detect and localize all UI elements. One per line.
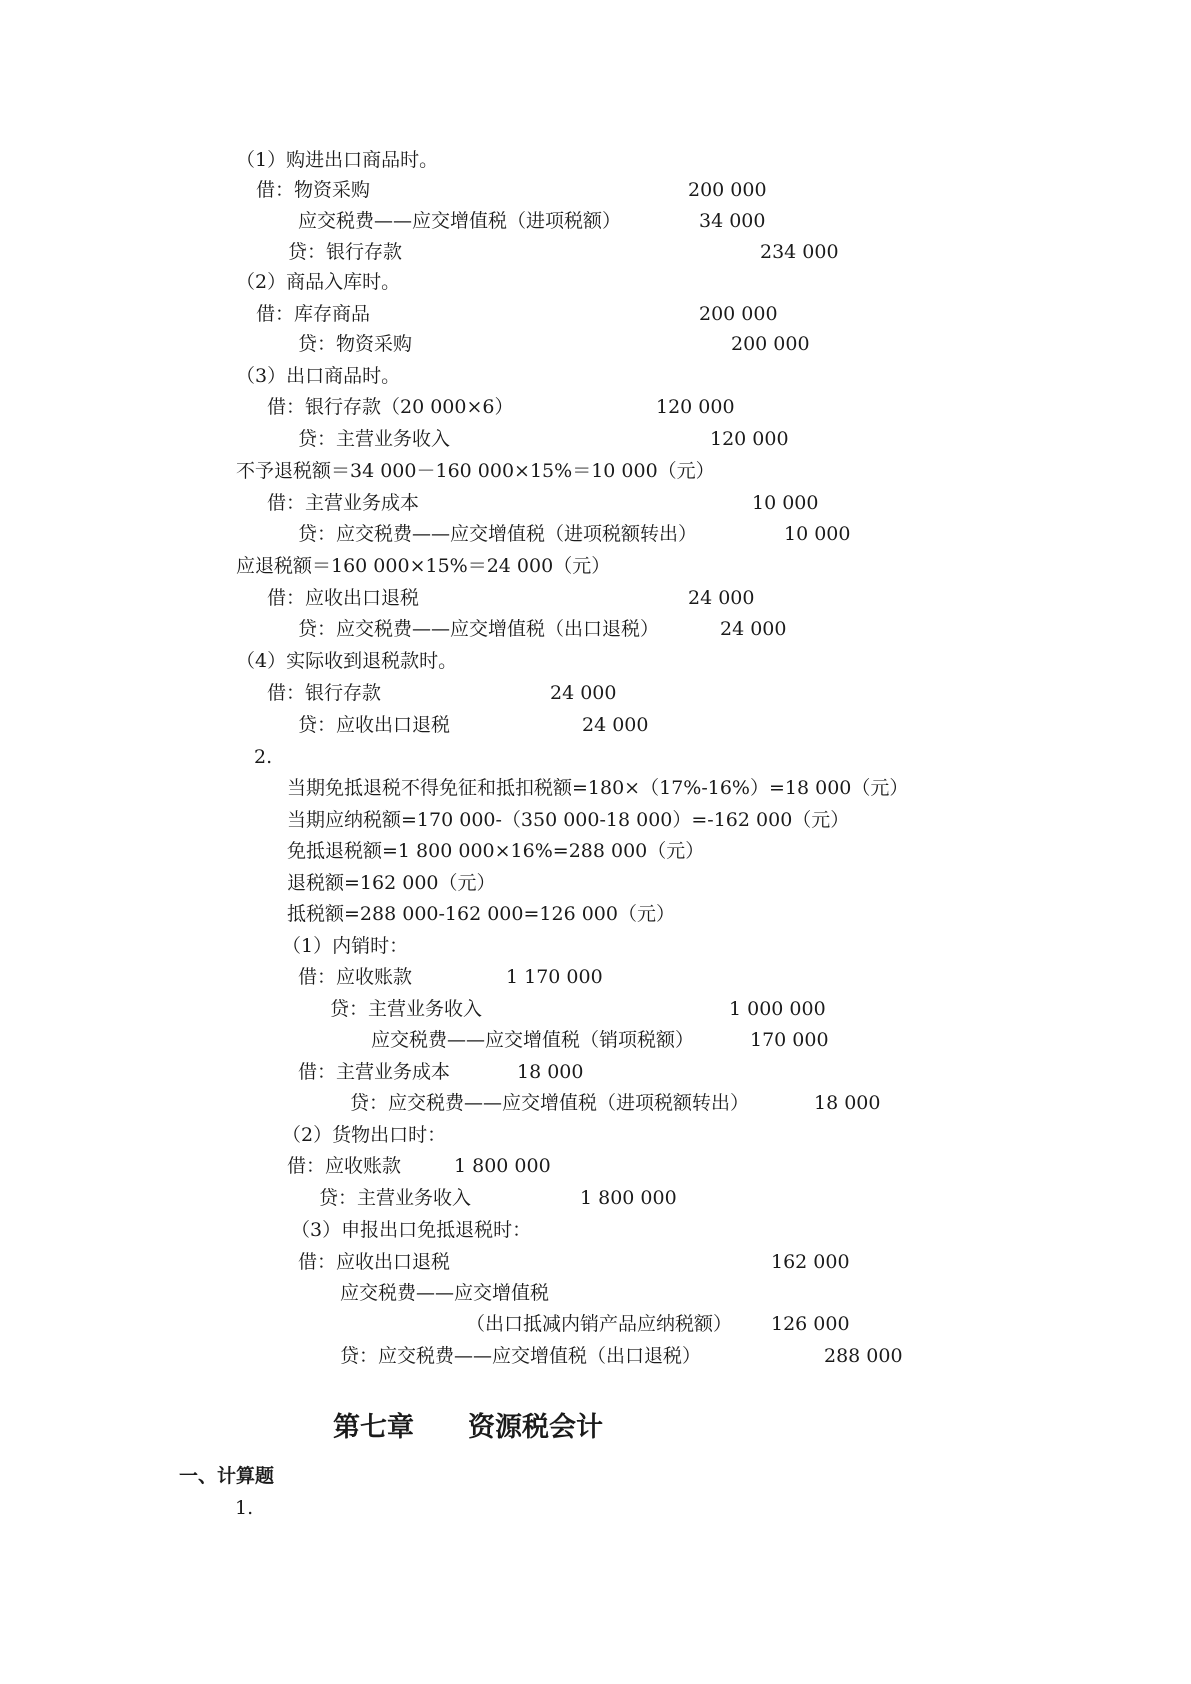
section-item-number: 1.	[235, 1497, 254, 1519]
step3-debit-amount: 120 000	[656, 396, 735, 418]
s1-debit-amount: 1 170 000	[506, 966, 603, 988]
step1-debit2-account: 应交税费——应交增值税（进项税额）	[298, 210, 622, 232]
step3c-debit-account: 借：应收出口退税	[267, 587, 420, 609]
step1-title: （1）购进出口商品时。	[236, 149, 439, 171]
step1-debit-account: 借：物资采购	[256, 179, 371, 201]
calc-offset-amount: 抵税额=288 000-162 000=126 000（元）	[287, 903, 675, 925]
s2-title: （2）货物出口时：	[282, 1124, 447, 1146]
s3-debit1-amount: 162 000	[771, 1251, 850, 1273]
step4-credit-amount: 24 000	[582, 714, 649, 736]
step3b-debit-amount: 10 000	[752, 492, 819, 514]
step3b-debit-account: 借：主营业务成本	[267, 492, 420, 514]
step3c-debit-amount: 24 000	[688, 587, 755, 609]
step4-credit-account: 贷：应收出口退税	[298, 714, 451, 736]
step3b-credit-amount: 10 000	[784, 523, 851, 545]
s2-credit-amount: 1 800 000	[580, 1187, 677, 1209]
s3-credit-amount: 288 000	[824, 1345, 903, 1367]
step2-debit-account: 借：库存商品	[256, 303, 371, 325]
step3c-credit-amount: 24 000	[720, 618, 787, 640]
calc-exempt-offset-refund: 免抵退税额=1 800 000×16%=288 000（元）	[287, 840, 705, 862]
step1-credit-amount: 234 000	[760, 241, 839, 263]
step3-debit-account: 借：银行存款（20 000×6）	[267, 396, 514, 418]
step2-credit-account: 贷：物资采购	[298, 333, 413, 355]
s2-credit-account: 贷：主营业务收入	[319, 1187, 472, 1209]
s1-credit1-account: 贷：主营业务收入	[330, 998, 483, 1020]
step3-credit-account: 贷：主营业务收入	[298, 428, 451, 450]
step1-credit-account: 贷：银行存款	[288, 241, 403, 263]
step4-debit-account: 借：银行存款	[267, 682, 382, 704]
s2-debit-amount: 1 800 000	[454, 1155, 551, 1177]
section-heading: 一、计算题	[179, 1465, 275, 1487]
s1-title: （1）内销时：	[282, 935, 409, 957]
s2-debit-account: 借：应收账款	[287, 1155, 402, 1177]
s3-debit2-account: 应交税费——应交增值税	[340, 1282, 550, 1304]
step3b-credit-account: 贷：应交税费——应交增值税（进项税额转出）	[298, 523, 698, 545]
calc-payable: 当期应纳税额=170 000-（350 000-18 000）=-162 000（元）	[287, 809, 850, 831]
step3-credit-amount: 120 000	[710, 428, 789, 450]
chapter-title: 第七章 资源税会计	[333, 1412, 603, 1443]
item-number-2: 2.	[254, 746, 273, 768]
s3-credit-account: 贷：应交税费——应交增值税（出口退税）	[340, 1345, 702, 1367]
step2-title: （2）商品入库时。	[236, 271, 401, 293]
s3-title: （3）申报出口免抵退税时：	[291, 1219, 532, 1241]
s1-credit1-amount: 1 000 000	[729, 998, 826, 1020]
calc-non-exempt: 当期免抵退税不得免征和抵扣税额=180×（17%-16%）=18 000（元）	[287, 777, 909, 799]
s3-debit2-amount: 126 000	[771, 1313, 850, 1335]
step1-debit2-amount: 34 000	[699, 210, 766, 232]
calc-refund: 应退税额＝160 000×15%＝24 000（元）	[236, 555, 611, 577]
calc-refund-amount: 退税额=162 000（元）	[287, 872, 496, 894]
calc-nonrefundable: 不予退税额＝34 000－160 000×15%＝10 000（元）	[236, 460, 715, 482]
s1b-debit-amount: 18 000	[517, 1061, 584, 1083]
step3-title: （3）出口商品时。	[236, 365, 401, 387]
step4-title: （4）实际收到退税款时。	[236, 650, 458, 672]
s1b-debit-account: 借：主营业务成本	[298, 1061, 451, 1083]
step2-credit-amount: 200 000	[731, 333, 810, 355]
s1-debit-account: 借：应收账款	[298, 966, 413, 988]
s1-credit2-account: 应交税费——应交增值税（销项税额）	[371, 1029, 695, 1051]
s1b-credit-amount: 18 000	[814, 1092, 881, 1114]
s1-credit2-amount: 170 000	[750, 1029, 829, 1051]
s3-debit1-account: 借：应收出口退税	[298, 1251, 451, 1273]
step3c-credit-account: 贷：应交税费——应交增值税（出口退税）	[298, 618, 660, 640]
step2-debit-amount: 200 000	[699, 303, 778, 325]
step4-debit-amount: 24 000	[550, 682, 617, 704]
s3-debit2-subaccount: （出口抵减内销产品应纳税额）	[466, 1313, 733, 1335]
step1-debit-amount: 200 000	[688, 179, 767, 201]
s1b-credit-account: 贷：应交税费——应交增值税（进项税额转出）	[350, 1092, 750, 1114]
